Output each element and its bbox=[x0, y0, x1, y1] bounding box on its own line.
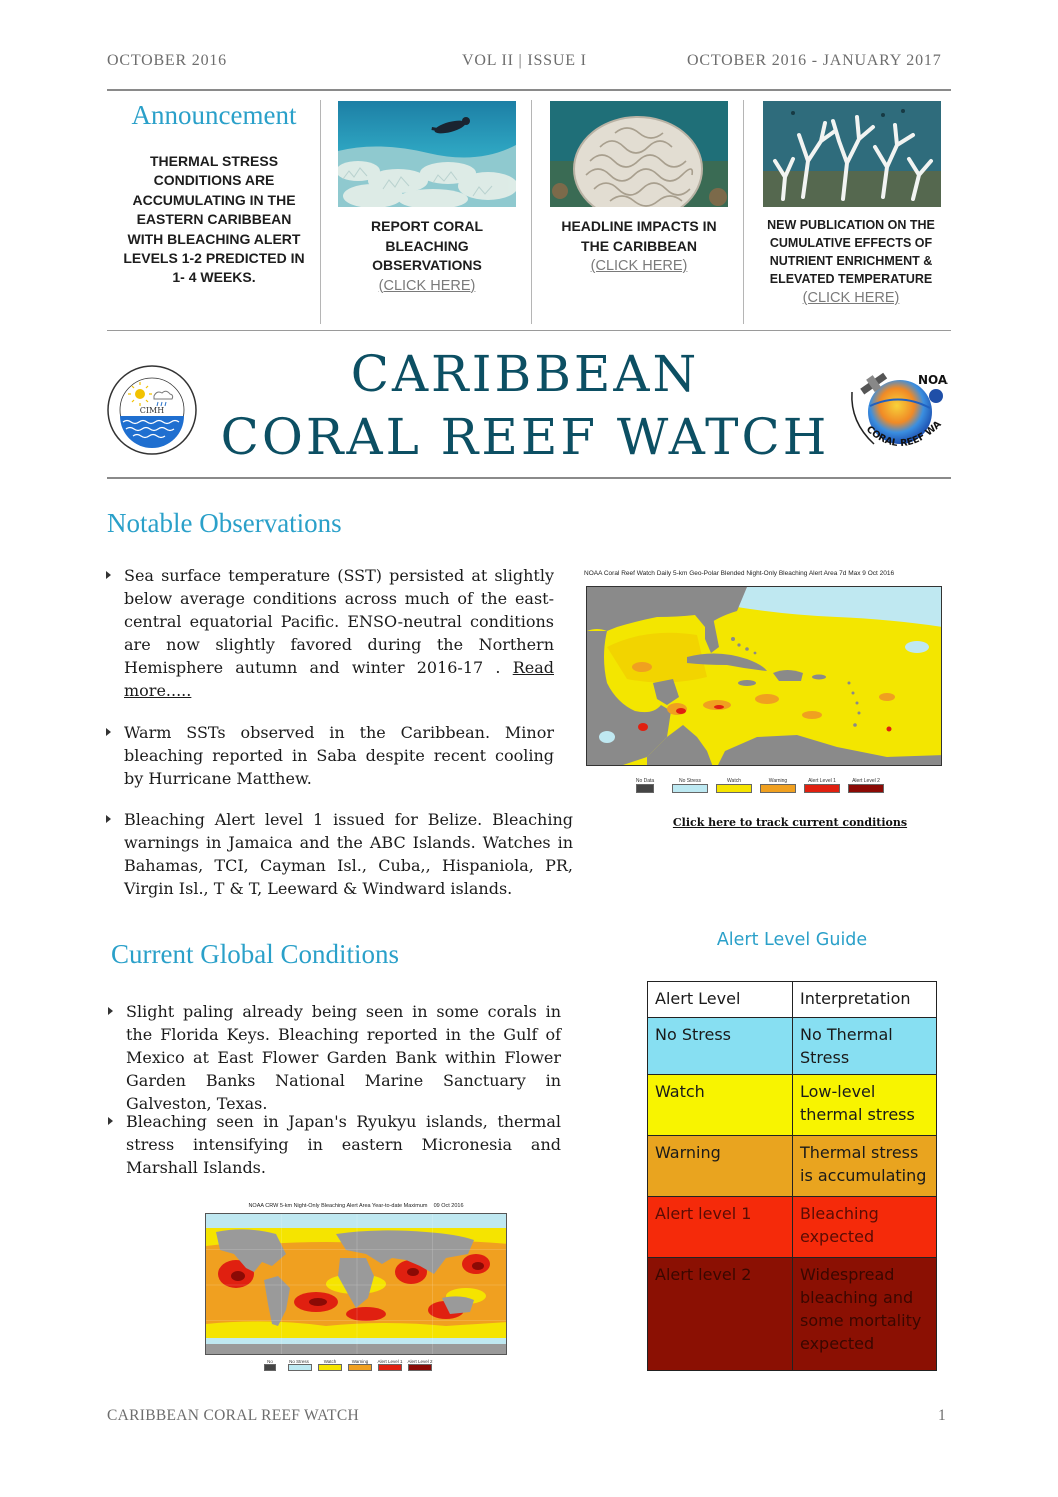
diver-bleached-reef-photo bbox=[338, 101, 516, 207]
alert-level-guide-table bbox=[647, 981, 937, 1371]
global-legend-label-watch: Watch bbox=[323, 1359, 337, 1364]
row-level: Alert level 1 bbox=[648, 1197, 793, 1258]
row-meaning: No Thermal Stress bbox=[793, 1018, 937, 1075]
legend-label-no-data: No Data bbox=[635, 778, 655, 784]
publication-click-here-link[interactable]: (CLICK HERE) bbox=[802, 290, 900, 306]
cimh-logo-icon bbox=[106, 364, 198, 456]
legend-label-warning: Warning bbox=[768, 778, 788, 784]
track-current-conditions-link[interactable]: Click here to track current conditions bbox=[672, 816, 908, 829]
row-meaning: Widespread bleaching and some mortality expected bbox=[793, 1258, 937, 1371]
global-legend-swatch-no-stress bbox=[288, 1364, 312, 1371]
global-legend-swatch-alert-2 bbox=[408, 1364, 432, 1371]
global-legend-label-alert-2: Alert Level 2 bbox=[407, 1359, 433, 1364]
global-legend-swatch-no-data bbox=[264, 1364, 276, 1371]
legend-swatch-alert-2 bbox=[848, 784, 884, 793]
notable-bullet-2: Warm SSTs observed in the Caribbean. Minor bleaching reported in Saba despite recent cooling by Hurricane Matthew. bbox=[124, 721, 554, 790]
footer-title: CARIBBEAN CORAL REEF WATCH bbox=[107, 1407, 359, 1424]
row-level: No Stress bbox=[648, 1018, 793, 1075]
row-level: Watch bbox=[648, 1075, 793, 1136]
noaa-logo-crw-text: CORAL REEF WA bbox=[863, 419, 944, 450]
row-meaning: Thermal stress is accumulating bbox=[793, 1136, 937, 1197]
notable-bullet-1: Sea surface temperature (SST) persisted at slightly below average conditions across much of the east-central equatorial Pacific. ENSO-neutral conditions are now slightly favored during the Northern Hemisphere autumn and winter 2016-17 . Read more..... bbox=[124, 564, 554, 702]
legend-swatch-warning bbox=[760, 784, 796, 793]
table-row bbox=[648, 1258, 937, 1371]
row-level: Warning bbox=[648, 1136, 793, 1197]
global-legend-label-no-data: No bbox=[267, 1359, 273, 1364]
global-legend-swatch-alert-1 bbox=[378, 1364, 402, 1371]
global-map-title: NOAA CRW 5-km Night-Only Bleaching Alert Area Year-to-date Maximum 09 Oct 2016 bbox=[248, 1203, 464, 1209]
announcement-title: Announcement bbox=[131, 100, 297, 130]
bleached-branching-coral-photo bbox=[763, 101, 941, 207]
global-legend-label-warning: Warning bbox=[351, 1359, 369, 1364]
legend-label-alert-2: Alert Level 2 bbox=[852, 778, 880, 784]
table-row bbox=[648, 1197, 937, 1258]
page-number: 1 bbox=[938, 1407, 946, 1424]
column-divider bbox=[320, 100, 321, 324]
bullet-triangle-icon bbox=[106, 571, 111, 579]
global-legend-swatch-warning bbox=[348, 1364, 372, 1371]
header-rule bbox=[107, 89, 951, 91]
legend-swatch-no-data bbox=[636, 784, 654, 793]
global-legend-swatch-watch bbox=[318, 1364, 342, 1371]
caribbean-bleaching-alert-map[interactable] bbox=[586, 586, 942, 766]
legend-label-no-stress: No Stress bbox=[679, 778, 701, 784]
issue-date: OCTOBER 2016 bbox=[107, 52, 227, 69]
column-divider bbox=[531, 100, 532, 324]
global-legend-label-no-stress: No Stress bbox=[289, 1359, 309, 1364]
headline-impacts-click-here-link[interactable]: (CLICK HERE) bbox=[590, 258, 688, 274]
masthead-rule bbox=[107, 477, 951, 479]
legend-swatch-no-stress bbox=[672, 784, 708, 793]
global-bullet-2: Bleaching seen in Japan's Ryukyu islands, thermal stress intensifying in eastern Micronesia and Marshall Islands. bbox=[126, 1110, 561, 1179]
announcement-text: THERMAL STRESS CONDITIONS ARE ACCUMULATING IN THE EASTERN CARIBBEAN WITH BLEACHING ALERT LEVELS 1-2 PREDICTED IN 1- 4 WEEKS. bbox=[123, 153, 305, 286]
bullet-triangle-icon bbox=[108, 1117, 113, 1125]
masthead-line-2: CORAL REEF WATCH bbox=[220, 408, 830, 466]
volume-issue: VOL II | ISSUE I bbox=[462, 52, 587, 69]
feature-report-coral-bleaching: REPORT CORAL BLEACHING OBSERVATIONS (CLICK HERE) bbox=[336, 217, 518, 296]
legend-swatch-alert-1 bbox=[804, 784, 840, 793]
row-meaning: Low-level thermal stress bbox=[793, 1075, 937, 1136]
legend-swatch-watch bbox=[716, 784, 752, 793]
table-row bbox=[648, 1018, 937, 1075]
feature-headline-impacts: HEADLINE IMPACTS IN THE CARIBBEAN (CLICK HERE) bbox=[548, 217, 730, 277]
table-row bbox=[648, 1136, 937, 1197]
features-rule bbox=[107, 330, 951, 331]
legend-label-alert-1: Alert Level 1 bbox=[808, 778, 836, 784]
bullet-triangle-icon bbox=[106, 728, 111, 736]
bullet-triangle-icon bbox=[108, 1007, 113, 1015]
global-legend-label-alert-1: Alert Level 1 bbox=[377, 1359, 403, 1364]
header-interpretation: Interpretation bbox=[793, 982, 937, 1018]
bullet-triangle-icon bbox=[106, 815, 111, 823]
global-bullet-1: Slight paling already being seen in some corals in the Florida Keys. Bleaching reported in the Gulf of Mexico at East Flower Garden Bank within Flower Garden Banks National Marine Sanctuary in Galveston, Texas. bbox=[126, 1000, 561, 1115]
report-bleaching-click-here-link[interactable]: (CLICK HERE) bbox=[378, 277, 476, 294]
feature-new-publication: NEW PUBLICATION ON THE CUMULATIVE EFFECTS OF NUTRIENT ENRICHMENT & ELEVATED TEMPERATURE (CLICK HERE) bbox=[760, 216, 942, 307]
notable-bullet-3: Bleaching Alert level 1 issued for Belize. Bleaching warnings in Jamaica and the ABC Islands. Watches in Bahamas, TCI, Cayman Isl., Cuba,, Hispaniola, PR, Virgin Isl., T & T, Leeward & Windward islands. bbox=[124, 808, 573, 900]
alert-level-guide-title: Alert Level Guide bbox=[716, 930, 868, 950]
legend-label-watch: Watch bbox=[727, 778, 741, 784]
table-row bbox=[648, 1075, 937, 1136]
table-header-row bbox=[648, 982, 937, 1018]
noaa-coral-reef-watch-logo-icon bbox=[848, 362, 948, 460]
coverage-period: OCTOBER 2016 - JANUARY 2017 bbox=[687, 52, 942, 69]
row-meaning: Bleaching expected bbox=[793, 1197, 937, 1258]
noaa-logo-text: NOA bbox=[918, 373, 948, 387]
column-divider bbox=[743, 100, 744, 324]
bleached-brain-coral-photo bbox=[550, 101, 728, 207]
current-global-conditions-heading: Current Global Conditions bbox=[111, 939, 399, 969]
read-more-link[interactable]: Read more..... bbox=[124, 658, 554, 700]
global-bleaching-alert-map[interactable] bbox=[205, 1213, 507, 1355]
notable-observations-heading: Notable Observations bbox=[107, 508, 342, 538]
row-level: Alert level 2 bbox=[648, 1258, 793, 1371]
header-alert-level: Alert Level bbox=[648, 982, 793, 1018]
cimh-abbr: CIMH bbox=[139, 406, 165, 415]
masthead-line-1: CARIBBEAN bbox=[350, 345, 700, 403]
caribbean-map-title: NOAA Coral Reef Watch Daily 5-km Geo-Polar Blended Night-Only Bleaching Alert Area 7d Max 9 Oct 2016 bbox=[584, 570, 895, 577]
